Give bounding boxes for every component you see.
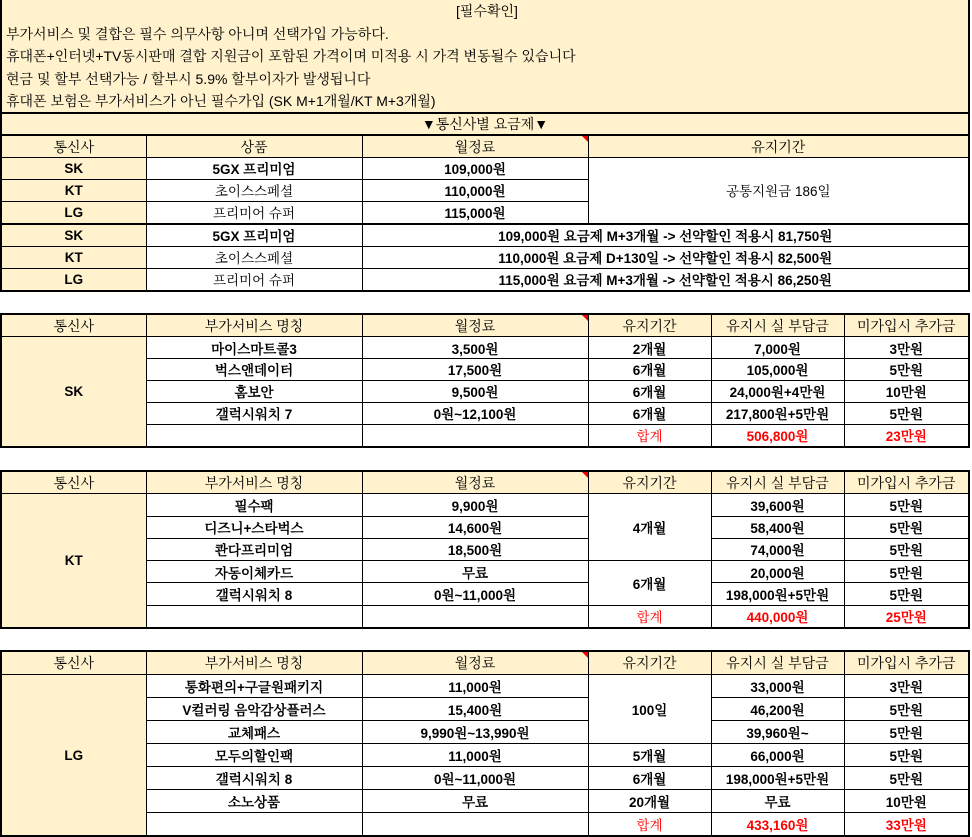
header-cell: 부가서비스 명칭 — [146, 471, 362, 494]
extra-cell: 3만원 — [844, 337, 969, 359]
service-name: 소노상품 — [146, 789, 362, 812]
total-extra: 33만원 — [844, 812, 969, 836]
table-row — [1, 789, 969, 812]
empty-cell — [362, 424, 588, 447]
table-row — [1, 494, 969, 516]
empty-cell — [146, 812, 362, 836]
header-cell: 미가입시 추가금 — [844, 471, 969, 494]
empty-cell — [362, 605, 588, 628]
table-header — [1, 135, 969, 158]
product-cell: 5GX 프리미엄 — [146, 224, 362, 247]
cost-cell: 39,960원~ — [711, 721, 844, 744]
header-cell: 유지기간 — [588, 135, 969, 158]
cost-cell: 24,000원+4만원 — [711, 380, 844, 402]
header-cell: 월정료 — [362, 651, 588, 675]
period-cell: 6개월 — [588, 359, 711, 381]
table-row — [1, 246, 969, 268]
period-cell: 6개월 — [588, 561, 711, 606]
notice-line: 부가서비스 및 결합은 필수 의무사항 아니며 선택가입 가능하다. — [6, 25, 389, 42]
extra-cell: 5만원 — [844, 494, 969, 516]
table-row — [1, 675, 969, 698]
table-row — [1, 224, 969, 247]
discount-note: 109,000원 요금제 M+3개월 -> 선약할인 적용시 81,750원 — [362, 224, 969, 247]
table-row — [1, 402, 969, 424]
extra-cell: 5만원 — [844, 721, 969, 744]
table-row — [1, 538, 969, 560]
fee-cell: 11,000원 — [362, 675, 588, 698]
extra-cell: 5만원 — [844, 359, 969, 381]
cost-cell: 무료 — [711, 789, 844, 812]
table-row — [1, 337, 969, 359]
table-header — [1, 651, 969, 675]
fee-cell: 11,000원 — [362, 743, 588, 766]
empty-cell — [146, 424, 362, 447]
header-cell: 유지시 실 부담금 — [711, 471, 844, 494]
extra-cell: 5만원 — [844, 743, 969, 766]
product-cell: 프리미어 슈퍼 — [146, 268, 362, 291]
period-cell: 20개월 — [588, 789, 711, 812]
notice-line: 휴대폰+인터넷+TV동시판매 결합 지원금이 포함된 가격이며 미적용 시 가격 변동될수 있습니다 — [6, 48, 576, 64]
table-row — [1, 516, 969, 538]
table-row — [1, 359, 969, 381]
carrier-cell: KT — [1, 494, 146, 628]
period-cell: 6개월 — [588, 402, 711, 424]
fee-cell: 115,000원 — [362, 201, 588, 224]
table-row — [1, 743, 969, 766]
fee-cell: 14,600원 — [362, 516, 588, 538]
extra-cell: 5만원 — [844, 516, 969, 538]
notice-line: 휴대폰 보험은 부가서비스가 아닌 필수가입 (SK M+1개월/KT M+3개월) — [6, 93, 436, 109]
header-cell: 유지기간 — [588, 314, 711, 337]
total-row — [1, 605, 969, 628]
fee-cell: 3,500원 — [362, 337, 588, 359]
cost-cell: 46,200원 — [711, 698, 844, 721]
product-cell: 초이스스페셜 — [146, 246, 362, 268]
extra-cell: 10만원 — [844, 380, 969, 402]
service-name: 통화편의+구글원패키지 — [146, 675, 362, 698]
table-row — [1, 380, 969, 402]
period-cell: 공통지원금 186일 — [588, 158, 969, 224]
header-cell: 통신사 — [1, 314, 146, 337]
fee-cell: 15,400원 — [362, 698, 588, 721]
plans-table — [0, 134, 970, 292]
total-cost: 433,160원 — [711, 812, 844, 836]
service-name: 갤럭시워치 7 — [146, 402, 362, 424]
carrier-cell: LG — [1, 675, 146, 836]
extra-cell: 5만원 — [844, 561, 969, 583]
extra-cell: 5만원 — [844, 583, 969, 605]
discount-note: 110,000원 요금제 D+130일 -> 선약할인 적용시 82,500원 — [362, 246, 969, 268]
carrier-cell: LG — [1, 201, 146, 224]
header-cell: 미가입시 추가금 — [844, 651, 969, 675]
fee-cell: 110,000원 — [362, 179, 588, 201]
service-name: 교체패스 — [146, 721, 362, 744]
period-cell: 5개월 — [588, 743, 711, 766]
period-cell: 2개월 — [588, 337, 711, 359]
cost-cell: 198,000원+5만원 — [711, 766, 844, 789]
service-name: V컬러링 음악감상플러스 — [146, 698, 362, 721]
period-cell: 6개월 — [588, 766, 711, 789]
header-cell: 미가입시 추가금 — [844, 314, 969, 337]
header-cell: 유지시 실 부담금 — [711, 314, 844, 337]
plans-banner: ▼통신사별 요금제▼ — [0, 114, 970, 134]
total-cost: 506,800원 — [711, 424, 844, 447]
table-row — [1, 268, 969, 291]
total-extra: 25만원 — [844, 605, 969, 628]
service-name: 벅스앤데이터 — [146, 359, 362, 381]
empty-cell — [362, 812, 588, 836]
service-name: 자동이체카드 — [146, 561, 362, 583]
extra-cell: 10만원 — [844, 789, 969, 812]
fee-cell: 9,900원 — [362, 494, 588, 516]
table-row — [1, 766, 969, 789]
cost-cell: 33,000원 — [711, 675, 844, 698]
extra-cell: 5만원 — [844, 402, 969, 424]
cost-cell: 74,000원 — [711, 538, 844, 560]
header-cell: 통신사 — [1, 651, 146, 675]
fee-cell: 무료 — [362, 789, 588, 812]
header-cell: 월정료 — [362, 471, 588, 494]
table-row — [1, 583, 969, 605]
total-label: 합계 — [588, 424, 711, 447]
fee-cell: 17,500원 — [362, 359, 588, 381]
service-name: 마이스마트콜3 — [146, 337, 362, 359]
table-row — [1, 158, 969, 180]
carrier-cell: KT — [1, 246, 146, 268]
table-row — [1, 561, 969, 583]
header-cell: 상품 — [146, 135, 362, 158]
total-row — [1, 812, 969, 836]
cost-cell: 105,000원 — [711, 359, 844, 381]
product-cell: 5GX 프리미엄 — [146, 158, 362, 180]
fee-cell: 0원~11,000원 — [362, 766, 588, 789]
header-cell: 통신사 — [1, 471, 146, 494]
required-notice — [0, 0, 970, 114]
total-label: 합계 — [588, 605, 711, 628]
table-row — [1, 721, 969, 744]
carrier-cell: SK — [1, 158, 146, 180]
fee-cell: 무료 — [362, 561, 588, 583]
period-cell: 4개월 — [588, 494, 711, 561]
cost-cell: 217,800원+5만원 — [711, 402, 844, 424]
empty-cell — [146, 605, 362, 628]
cost-cell: 7,000원 — [711, 337, 844, 359]
header-cell: 통신사 — [1, 135, 146, 158]
table-row — [1, 698, 969, 721]
table-header — [1, 471, 969, 494]
extra-cell: 5만원 — [844, 766, 969, 789]
header-cell: 월정료 — [362, 314, 588, 337]
cost-cell: 20,000원 — [711, 561, 844, 583]
fee-cell: 9,990원~13,990원 — [362, 721, 588, 744]
header-cell: 월정료 — [362, 135, 588, 158]
discount-note: 115,000원 요금제 M+3개월 -> 선약할인 적용시 86,250원 — [362, 268, 969, 291]
header-cell: 부가서비스 명칭 — [146, 314, 362, 337]
period-cell: 100일 — [588, 675, 711, 744]
header-cell: 유지기간 — [588, 471, 711, 494]
service-name: 갤럭시워치 8 — [146, 583, 362, 605]
fee-cell: 9,500원 — [362, 380, 588, 402]
service-name: 모두의할인팩 — [146, 743, 362, 766]
header-cell: 유지기간 — [588, 651, 711, 675]
service-name: 필수팩 — [146, 494, 362, 516]
service-name: 갤럭시워치 8 — [146, 766, 362, 789]
fee-cell: 0원~11,000원 — [362, 583, 588, 605]
extra-cell: 5만원 — [844, 698, 969, 721]
extra-cell: 5만원 — [844, 538, 969, 560]
kt-addons-table — [0, 470, 970, 629]
header-cell: 유지시 실 부담금 — [711, 651, 844, 675]
carrier-cell: KT — [1, 179, 146, 201]
cost-cell: 58,400원 — [711, 516, 844, 538]
total-label: 합계 — [588, 812, 711, 836]
cost-cell: 66,000원 — [711, 743, 844, 766]
fee-cell: 18,500원 — [362, 538, 588, 560]
carrier-cell: LG — [1, 268, 146, 291]
notice-line: 현금 및 할부 선택가능 / 할부시 5.9% 할부이자가 발생됩니다 — [6, 70, 371, 87]
service-name: 콴다프리미엄 — [146, 538, 362, 560]
period-cell: 6개월 — [588, 380, 711, 402]
service-name: 홈보안 — [146, 380, 362, 402]
notice-title: [필수확인] — [456, 3, 518, 19]
lg-addons-table — [0, 650, 970, 837]
product-cell: 프리미어 슈퍼 — [146, 201, 362, 224]
table-header — [1, 314, 969, 337]
fee-cell: 109,000원 — [362, 158, 588, 180]
extra-cell: 3만원 — [844, 675, 969, 698]
sk-addons-table — [0, 313, 970, 448]
total-cost: 440,000원 — [711, 605, 844, 628]
fee-cell: 0원~12,100원 — [362, 402, 588, 424]
carrier-cell: SK — [1, 224, 146, 247]
cost-cell: 198,000원+5만원 — [711, 583, 844, 605]
service-name: 디즈니+스타벅스 — [146, 516, 362, 538]
cost-cell: 39,600원 — [711, 494, 844, 516]
product-cell: 초이스스페셜 — [146, 179, 362, 201]
header-cell: 부가서비스 명칭 — [146, 651, 362, 675]
carrier-cell: SK — [1, 337, 146, 447]
total-extra: 23만원 — [844, 424, 969, 447]
total-row — [1, 424, 969, 447]
